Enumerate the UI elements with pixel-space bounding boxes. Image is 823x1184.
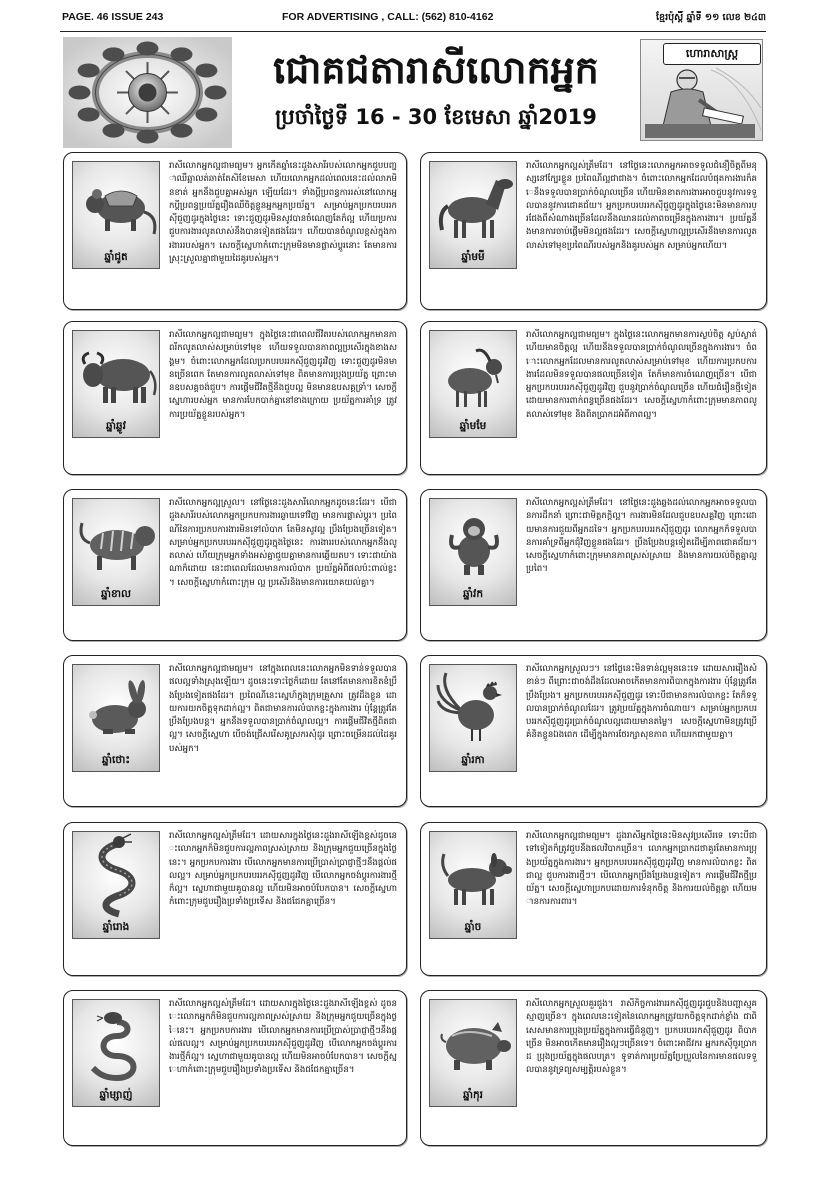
horoscope-card-goat (420, 321, 767, 475)
rooster-icon (429, 664, 517, 772)
pig-icon (429, 999, 517, 1107)
horoscope-text: រាសីលោកអ្នកល្អជាមធ្យម។ ក្នុងថ្ងៃនេះជាពេលជីវិតរបស់លោកអ្នកមានភាពរីកលូតលាស់សម្រាប់ទៅមុខ ហើយទទួលបានភាពល្អប្រសើរក្នុងខាងសង្គម។ ចំពោះលោកអ្នកដែលប្រកបរបររកស៊ីជួញដូរវិញ ទោះជួញដូរមិនមានច្រើនពេក តែមានការលូតលាស់ទៅមុខ ពិតមានការប្រុងប្រយ័ត្ន ព្រោះមានឧបសគ្គចង់ជួប។ ការផ្ដើមជីវិតថ្មីនឹងជួបល្អ មិនមានឧបសគ្គទ្រាំ។ សេចក្ដីស្នេហារបស់អ្នក មានការបែកបាក់គ្នានៅខាងក្រោយ ប្រយ័ត្នការគាំទ្រ ត្រូវការប្រយ័ត្នខ្លួនរបស់អ្នក។ (169, 330, 397, 420)
astrology-logo (640, 39, 763, 141)
sign-label: ឆ្នាំរកា (461, 754, 485, 766)
horoscope-card-rat (63, 152, 407, 310)
logo-title: ហោរាសាស្ត្រ (663, 43, 761, 65)
horoscope-text: រាសីលោកអ្នកល្អស់ត្រឹមដែ។ នៅថ្ងៃនេះលោកអ្នកអាចទទួលជំនឿចិត្តពីមនុស្សនៅក្បែរខ្លួន ប្រពៃណីល្អជាជាង។ ចំពោះលោកអ្នកដែលបំផុតការងារក៏គេនឹងទទួលបានប្រាក់ចំណូលច្រើន ហើយមិនខាតការងារអាចជួបនូវការទទួលបាននូវការជោគជ័យ។ អ្នកប្រកបរបររកស៊ីជួញដូរក្នុងថ្ងៃនេះមិនមានការប្រជែងពីសំណាងច្រើនដែលនឹងឈានដល់ភាពចម្រើនក្នុងការងារ។ ប្រយ័ត្ននឹងមានការចាប់ផ្ដើមមិនល្អផងដែរ។ សេចក្ដីស្នេហាល្អប្រសើរនឹងមានការលូតលាស់ទៅមុខប្រពៃណីរបស់អ្នកនិងគូរបស់អ្នក សម្រាប់អ្នកហើយ។ (526, 161, 757, 251)
rabbit-icon (72, 664, 160, 772)
sign-label: ឆ្នាំខាល (101, 588, 131, 600)
tiger-icon (72, 498, 160, 606)
horoscope-card-tiger (63, 489, 407, 641)
horoscope-card-rooster (420, 655, 767, 807)
horoscope-text: រាសីលោកអ្នកល្អជាមធ្យម។ អ្នកកើតឆ្នាំនេះដួងសារីរបស់លោកអ្នកជួបបញ្ហាឈឺឆ្អាលត់ឆាត់តែសិខែមេសា ហើយលោកអ្នកដល់ពេលនេះដល់លាភមិនខាត់ អ្នកនឹងជួបគ្នាអស់អ្នក ឡើយដែរ។ ទាំងប្ដីប្រពន្ធការរស់នៅលោកអ្នកប្ដីប្រពន្ធប្រយ័ត្នរឿងឈឺចិត្តខ្លួនអ្នកអ្នកប្រយ័ត្ន។ សម្រាប់អ្នកប្រកបរបររកស៊ីជួញដូរក្នុងថ្ងៃនេះ ទោះជួញដូរមិនសូវបានចំណេញតែក៏ល្អ ហើយប្រការជួបការងារលូតលាស់នឹងបានទៀតផងដែរ។ ហើយបានចំណូលខ្ពស់ក្នុងការងាររបស់អ្នក។ សេចក្ដីស្នេហាកំពោះក្រុមមិនមានផ្លាស់ប្ដូរនោះ តែមានការស្រុះស្រួលគ្នាជាមួយដៃគូរបស់អ្នក។ (169, 161, 397, 265)
horoscope-text: រាសីលោកអ្នកស្រួលៗ។ នៅថ្ងៃនេះមិនទាន់ល្អមុននេះទេ ដោយសាររឿងសំខាន់ៗ ពីព្រោះជាចង់ដឹងដែលអាចកើតមានការពិបាកក្នុងការងារ ប៉ុន្តែត្រូវតែប្រឹងប្រែង។ អ្នកប្រកបរបររកស៊ីជួញដូរ ទោះបីជាមានការលំបាកខ្លះ តែក៏ទទួលបានប្រាក់ចំណូលដែរ។ ត្រូវប្រយ័ត្នក្នុងការចំណាយ។ សម្រាប់អ្នកប្រកបរបររកស៊ីជួញដូរប្រាក់ចំណូលល្អដោយមានតម្លៃ។ សេចក្ដីស្នេហាមិនត្រូវប្រើគំនិតខ្លួនឯងពេក ដើម្បីក្នុងការថែរក្សាសុខភាព ហើយរកជាមួយគ្នា។ (526, 664, 757, 741)
horoscope-text: រាសីលោកអ្នកល្អជាមធ្យម។ នៅក្នុងពេលនេះលោកអ្នកមិនទាន់ទទួលបានផលល្អទាំងស្រុងឡើយ។ ដូចនេះទោះថ្ងៃក៏ដោយ តែនៅតែមានការខិតខំប្រឹងប្រែងទៀតផងដែរ។ ប្រពៃណីនេះស្នេហ៍ក្នុងក្រុមគ្រួសារ ត្រូវដឹងខ្លួន ដោយការយកចិត្តទុកដាក់ល្អ។ ពិតជាមានការលំបាកខ្លះក្នុងការងារ ប៉ុន្តែត្រូវតែប្រឹងប្រែងបន្ត។ អ្នកនឹងទទួលបានប្រាក់ចំណូលល្អ។ ការផ្ដើមជីវិតថ្មីពិតជាល្អ។ សេចក្ដីស្នេហា បើចង់ជ្រើសរើសគូស្រករសុំដូរ ព្រោះចម្រើនដល់ដៃគូរបស់អ្នក។ (169, 664, 397, 754)
sign-label: ឆ្នាំឆ្លូវ (106, 420, 126, 432)
horoscope-card-ox (63, 321, 407, 475)
dragon-icon (72, 831, 160, 939)
ox-icon (72, 330, 160, 438)
sign-label: ឆ្នាំជូត (104, 251, 128, 263)
sign-label: ឆ្នាំម្សាញ់ (99, 1089, 133, 1101)
sign-label: ឆ្នាំមមែ (459, 420, 487, 432)
monkey-icon (429, 498, 517, 606)
advertising-contact: FOR ADVERTISING , CALL: (562) 810-4162 (282, 11, 494, 23)
horoscope-card-rabbit (63, 655, 407, 807)
horoscope-card-horse (420, 152, 767, 310)
horoscope-card-pig (420, 990, 767, 1146)
goat-icon (429, 330, 517, 438)
horoscope-text: រាសីលោកអ្នកល្អស្រួល។ នៅថ្ងៃនេះដួងសារីលោកអ្នកដូចនេះដែរ។ បើជាដួងសារីរបស់លោកអ្នកប្រកបការងារឆ្ងាយទៅវិញ មានការផ្លាស់ប្ដូរ។ ប្រពៃណីនៃការប្រកបការងារមិនទៅលំបាក តែមិនសូវល្អ ប្រឹងប្រែងច្រើនទៀត។ សម្រាប់អ្នកប្រកបរបររកស៊ីជួញដូរក្នុងថ្ងៃនេះ ការងាររបស់លោកអ្នកនឹងលូតលាស់ ហើយក្រុមអ្នកទាំងអស់គ្នាជួយគ្នាមានការឆ្លើយតប។ ទោះជាយ៉ាងណាក៏ដោយ នេះជាពេលដែលមានការលំបាក ប្រយ័ត្នអំពីផលប៉ះពាល់ខ្លះ។ សេចក្ដីស្នេហាកំពោះក្រុម ល្អ ប្រសើរនិងមានការយោគយល់គ្នា។ (169, 498, 397, 588)
page-issue-label: PAGE. 46 ISSUE 243 (62, 11, 164, 23)
sign-label: ឆ្នាំច (464, 921, 482, 933)
sign-label: ឆ្នាំកុរ (463, 1089, 483, 1101)
horoscope-card-dragon (63, 822, 407, 976)
horoscope-card-snake (63, 990, 407, 1146)
horoscope-card-monkey (420, 489, 767, 641)
sign-label: ឆ្នាំមមី (461, 251, 485, 263)
publication-masthead: ខ្មែរប៉ុស្ដិ៍ ឆ្នាំទី ១១ លេខ ២៤៣ (656, 12, 766, 23)
horoscope-text: រាសីលោកអ្នកល្អស់ត្រឹមដែ។ ដោយសារក្នុងថ្ងៃនេះដួងរាសីឡើងខ្ពស់ដូចនេះលោកអ្នកក៏មិនជួបការល្អភាពស្រស់ស្រាយ និងក្រុមអ្នកជួយច្រើនក្នុងថ្ងៃនេះ។ អ្នកប្រកបការងារ បើលោកអ្នកមានការប្រើប្រាស់ប្រាជ្ញាថ្មីៗនឹងផ្ដល់ផលល្អ។ សម្រាប់អ្នកប្រកបរបររកស៊ីជួញដូរវិញ បើលោកអ្នកចង់ប្ដូរការងារថ្មីក៏ល្អ។ ស្នេហាជាមួយគូបានល្អ ហើយមិនអាចបំបែកបាន។ សេចក្ដីស្នេហាកំពោះក្រុមជួបរឿងប្រទាំងប្រទើស និងជជែកគ្នាច្រើន។ (169, 831, 397, 908)
date-range-subtitle: ប្រចាំថ្ងៃទី 16 - 30 ខែមេសា ឆ្នាំ2019 (275, 105, 597, 129)
horoscope-text: រាសីលោកអ្នកល្អជាមធ្យម។ ដួងរាសីអ្នកថ្ងៃនេះមិនសូវប្រសើរទេ ទោះបីជាទៅទៀតក៏ត្រូវជួបនឹងផលវិបាកច្រើន។ លោកអ្នកប្រាកដថាគួរតែមានការប្រុងប្រយ័ត្នក្នុងការងារ។ អ្នកប្រកបរបររកស៊ីជួញដូរវិញ មានការលំបាកខ្លះ ពិតជាល្អ ជួបការងារថ្មីៗ។ បើលោកអ្នកប្រឹងប្រែងបន្តទៀត។ ការផ្ដើមជីវិតថ្មីប្រយ័ត្ន។ សេចក្ដីស្នេហាប្រកបដោយការទំនុកចិត្ត និងការយល់ចិត្តគ្នា ហើយមានការការពារ។ (526, 831, 757, 908)
header-divider (60, 31, 766, 32)
sign-label: ឆ្នាំវក (463, 588, 483, 600)
horoscope-card-dog (420, 822, 767, 976)
horoscope-text: រាសីលោកអ្នកល្អស់ត្រឹមដែ។ ដោយសារក្នុងថ្ងៃនេះដួងរាសីឡើងខ្ពស់ ដូចនេះលោកអ្នកក៏មិនជួបការល្អភាពស្រស់ស្រាយ និងក្រុមអ្នកជួយច្រើនក្នុងថ្ងៃនេះ។ អ្នកប្រកបការងារ បើលោកអ្នកមានការប្រើប្រាស់ប្រាជ្ញាថ្មីៗនឹងផ្ដល់ផលល្អ។ សម្រាប់អ្នកប្រកបរបររកស៊ីជួញដូរវិញ បើលោកអ្នកចង់ប្ដូរការងារថ្មីក៏ល្អ។ ស្នេហាជាមួយគូបានល្អ ហើយមិនអាចបំបែកបាន។ សេចក្ដីស្នេហាកំពោះក្រុមជួបរឿងប្រទាំងប្រទើស និងជជែកគ្នាច្រើន។ (169, 999, 397, 1076)
zodiac-wheel-icon (63, 37, 232, 148)
page-title: ជោគជតារាសីលោកអ្នក (273, 47, 599, 92)
horoscope-text: រាសីលោកអ្នកល្អស់ត្រឹមដែ។ នៅថ្ងៃនេះដួងឆ្លងដល់លោកអ្នកអាចទទួលបានការដឹកនាំ ព្រោះជាមិត្តភក្តិល្អ។ ការងារមិនដែលជួបឧបសគ្គវិញ ព្រោះដោយមានការជួយពីអ្នកដទៃ។ អ្នកប្រកបរបររកស៊ីជួញដូរ លោកអ្នកក៏ទទួលបានការគាំទ្រពីអ្នកជុំវិញខ្លួនផងដែរ។ ប្រឹងប្រែងបន្តទៀតដើម្បីភាពជោគជ័យ។ សេចក្ដីស្នេហាកំពោះក្រុមមានភាពស្រស់ស្រាយ និងមានការយល់ចិត្តគ្នាល្អប្រពៃ។ (526, 498, 757, 575)
snake-icon (72, 999, 160, 1107)
dog-icon (429, 831, 517, 939)
horoscope-text: រាសីលោកអ្នកល្អជាមធ្យម។ ក្នុងថ្ងៃនេះលោកអ្នកមានការស្ងប់ចិត្ត ស្ងប់ស្ងាត់ ហើយមានចិត្តល្អ ហើយនឹងទទួលបានប្រាក់ចំណូលច្រើនក្នុងការងារ។ ចំពោះលោកអ្នកដែលមានការលូតលាស់សម្រាប់ទៅមុខ ហើយការប្រកបការងារដែលមិនទទួលបានផលច្រើនទៀត តែក៏មានការចំណេញច្រើន។ បើជាអ្នកប្រកបរបររកស៊ីជួញដូរវិញ ជួបនូវប្រាក់ចំណូលច្រើន ហើយជំរឿនថ្មីទៀត ដោយមានការពាក់ពន្ធច្រើនផងដែរ។ សេចក្ដីស្នេហាកំពោះក្រុមមានភាពលូតលាស់ទៅមុខ និងពិតប្រាកដអំពីភាពល្អ។ (526, 330, 757, 420)
sign-label: ឆ្នាំរោង (102, 921, 130, 933)
horse-icon (429, 161, 517, 269)
sign-label: ឆ្នាំថោះ (102, 754, 130, 766)
rat-icon (72, 161, 160, 269)
horoscope-text: រាសីលោកអ្នកស្រួលគួរជួង។ រាសីកិច្ចការងាររកស៊ីជួញដូរជួបនិងបញ្ហាស្មុគស្មាញច្រើន។ ក្នុងពេលនេះទៀតនៃលោកអ្នកត្រូវយកចិត្តទុកដាក់ខ្លាំង ជាពិសេសមានការប្រុងប្រយ័ត្នក្នុងការធ្វើជំនួញ។ ប្រកបរបររកស៊ីជួញដូរ ពិបាកច្រើន មិនអាចកើតមានរឿងល្អៗច្រើនទេ។ ចំពោះអាជីវករ អ្នករកស៊ីចូរប្រាកដ ប្រុងប្រយ័ត្នក្នុងផលបត្រ។ ទូទាត់ការប្រយ័ត្នប្រែប្រួលនៃការមានផលទទួលបាននូវទ្រព្យសម្បត្តិរបស់ខ្លួន។ (526, 999, 757, 1076)
